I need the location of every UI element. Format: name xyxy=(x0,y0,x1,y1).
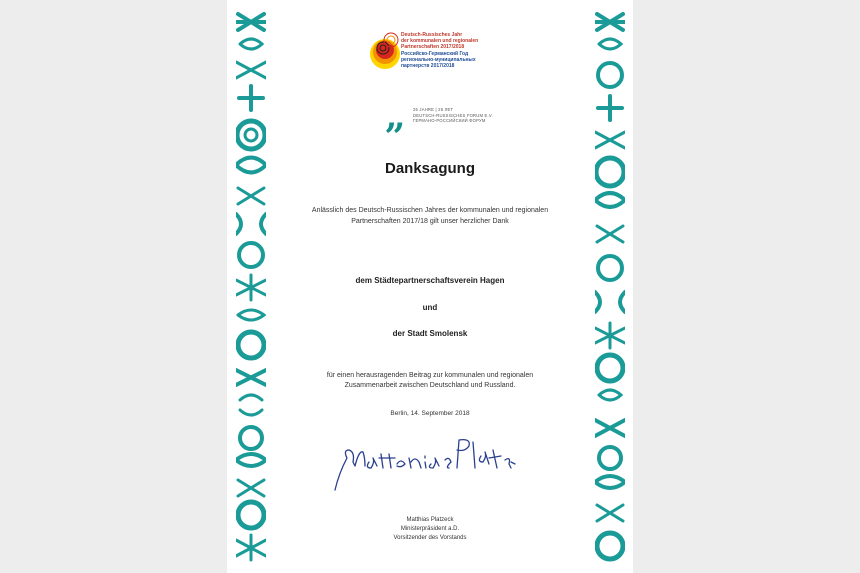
year-logo-ru-line: Российско-Германский Год xyxy=(401,51,469,57)
certificate-title: Danksagung xyxy=(384,160,475,177)
forum-logo-line: 25 JAHRE | 25 ЛЕТ xyxy=(413,107,454,112)
date-line: Berlin, 14. September 2018 xyxy=(390,410,470,417)
recipient-first: dem Städtepartnerschaftsverein Hagen xyxy=(355,276,505,285)
forum-logo xyxy=(385,95,493,137)
year-logo-de-line: Deutsch-Russisches Jahr xyxy=(401,32,463,38)
recipient-conjunction: und xyxy=(422,303,438,312)
year-logo-de-line: der kommunalen und regionalen xyxy=(401,38,479,44)
forum-logo-line: DEUTSCH-RUSSISCHES FORUM E.V. xyxy=(413,112,493,118)
handwritten-signature xyxy=(325,428,525,498)
forum-logo-line: ГЕРМАНО-РОССИЙСКИЙ ФОРУМ xyxy=(413,118,486,123)
decorative-border-right xyxy=(595,0,625,573)
intro-text xyxy=(227,205,633,227)
contribution-line: für einen herausragenden Beitrag zur kommunalen und regionalen xyxy=(326,372,534,379)
decorative-border-left xyxy=(236,0,266,573)
year-logo-ru-line: партнерств 2017/2018 xyxy=(401,63,455,69)
year-logo-de-line: Partnerschaften 2017/2018 xyxy=(401,44,465,50)
quote-mark-icon: „ xyxy=(385,95,406,137)
signer-title: Ministerpräsident a.D. xyxy=(400,526,460,532)
signer-block xyxy=(227,516,633,543)
concentric-circles-emblem xyxy=(369,28,401,76)
contribution-text xyxy=(227,371,633,391)
intro-line: Partnerschaften 2017/18 gilt unser herzlicher Dank xyxy=(351,218,509,225)
contribution-line: Zusammenarbeit zwischen Deutschland und Russland. xyxy=(344,382,516,389)
signer-role: Vorsitzender des Vorstands xyxy=(393,535,467,541)
intro-line: Anlässlich des Deutsch-Russischen Jahres der kommunalen und regionalen xyxy=(311,207,549,214)
year-of-partnerships-logo xyxy=(369,28,489,90)
forum-logo-text xyxy=(413,107,493,124)
recipient-second: der Stadt Smolensk xyxy=(392,329,468,338)
certificate-page xyxy=(227,0,633,573)
year-logo-text xyxy=(401,32,478,69)
signer-name: Matthias Platzeck xyxy=(406,517,454,523)
year-logo-ru-line: регионально-муниципальных xyxy=(401,57,476,63)
